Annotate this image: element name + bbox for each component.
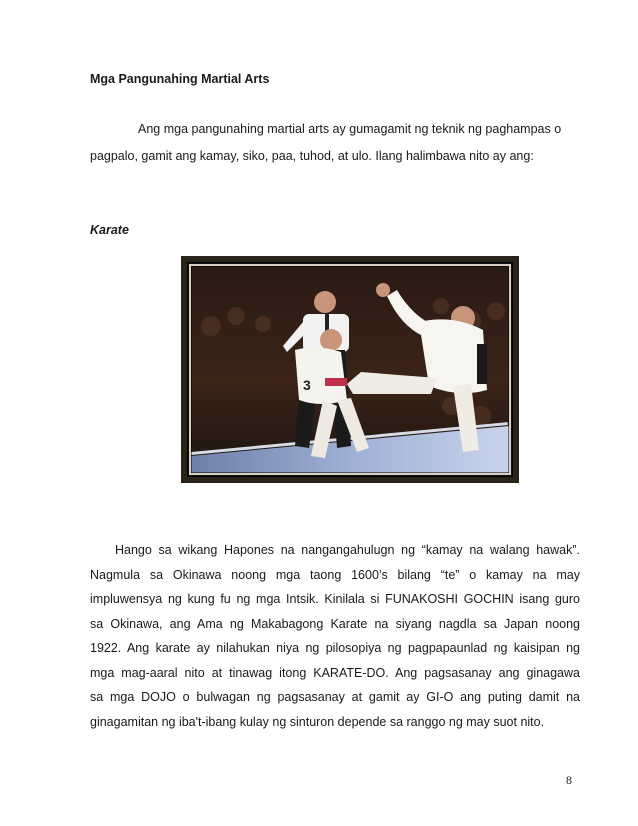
- paragraph-line: sa mga DOJO o bulwagan ng pagsasanay at gamit ay GI-O ang puting damit na: [90, 690, 580, 704]
- paragraph-line: Hango sa wikang Hapones na nangangahulugn ng “kamay na walang hawak”.: [115, 543, 580, 557]
- karate-subheading: Karate: [90, 223, 129, 237]
- intro-paragraph: [90, 116, 582, 170]
- paragraph-line: 1922. Ang karate ay nilahukan niya ng pilosopiya ng pagpapaunlad ng kaisipan ng: [90, 641, 580, 655]
- paragraph-line: sa Okinawa, ang Ama ng Makabagong Karate na siyang nagdla sa Japan noong: [90, 616, 580, 631]
- page-number: 8: [566, 773, 572, 787]
- paragraph-line: Nagmula sa Okinawa noong mga taong 1600’s bilang “te” o kamay na may: [90, 567, 580, 582]
- karate-photo: [181, 256, 519, 483]
- intro-line: pagpalo, gamit ang kamay, siko, paa, tuhod, at ulo. Ilang halimbawa nito ay ang:: [90, 149, 534, 163]
- paragraph-line: ginagamitan ng iba't-ibang kulay ng sinturon depende sa ranggo ng may suot nito.: [90, 714, 545, 729]
- karate-paragraph: [90, 538, 580, 734]
- paragraph-line: mga mag-aaral nito at tinawag itong KARATE-DO. Ang pagsasanay ang ginagawa: [90, 665, 580, 680]
- karate-photo-illustration: [191, 266, 509, 473]
- section-heading: Mga Pangunahing Martial Arts: [90, 72, 270, 86]
- intro-line: Ang mga pangunahing martial arts ay gumagamit ng teknik ng paghampas o: [138, 122, 562, 136]
- paragraph-line: impluwensya ng kung fu ng mga Intsik. Kinilala si FUNAKOSHI GOCHIN isang guro: [90, 592, 580, 606]
- fighter-number: 3: [303, 377, 311, 393]
